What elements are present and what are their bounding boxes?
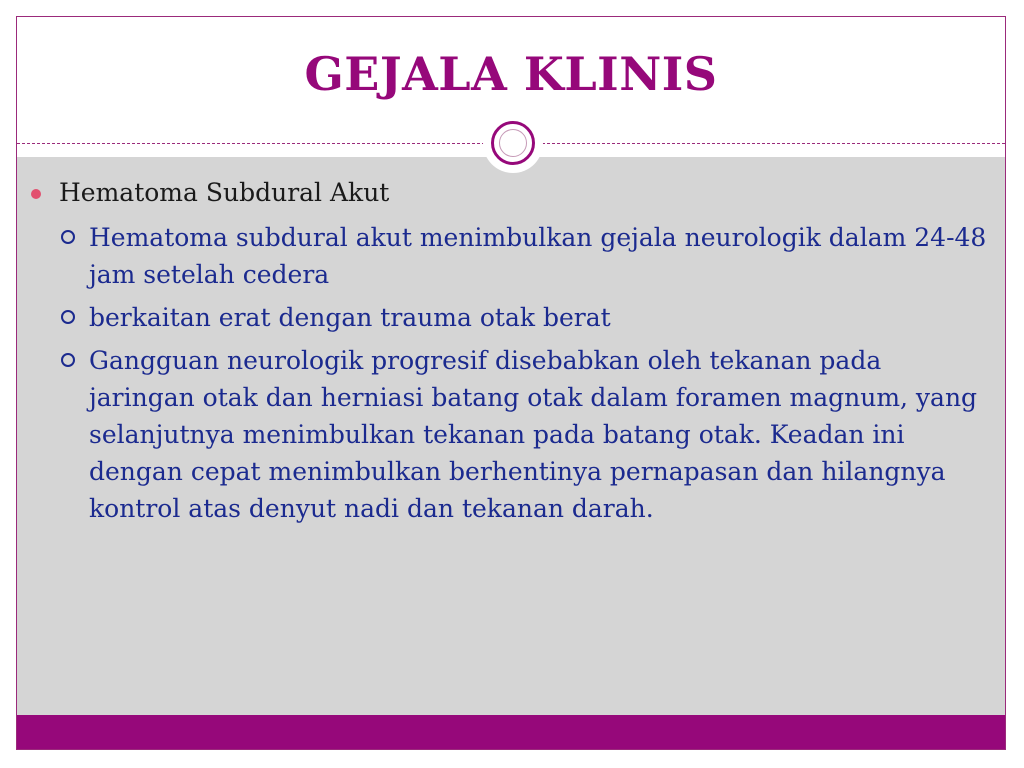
bullet-circle-icon	[61, 230, 75, 244]
sub-bullet-text: Gangguan neurologik progresif disebabkan oleh tekanan pada jaringan otak dan herniasi batang otak dalam foramen magnum, yang selanjutnya menimbulkan tekanan pada batang otak. Keadan ini dengan cepat menimbulkan berhentinya pernapasan dan hilangnya kontrol atas denyut nadi dan tekanan darah.	[89, 346, 978, 523]
ornament-ring	[491, 121, 535, 165]
slide-frame	[16, 16, 1006, 750]
bullet-dot-icon	[31, 189, 41, 199]
bullet-item	[29, 177, 989, 209]
bullet-circle-icon	[61, 310, 75, 324]
sub-bullet-item	[29, 299, 989, 336]
sub-bullet-text: Hematoma subdural akut menimbulkan gejala neurologik dalam 24-48 jam setelah cedera	[89, 223, 987, 289]
sub-bullet-item	[29, 342, 989, 527]
ornament-inner-ring	[499, 129, 527, 157]
bottom-bar	[17, 715, 1005, 750]
sub-bullet-text: berkaitan erat dengan trauma otak berat	[89, 303, 611, 332]
bullet-list	[29, 177, 989, 533]
sub-bullet-item	[29, 219, 989, 293]
slide-title: GEJALA KLINIS	[304, 47, 718, 101]
circle-ornament-icon	[483, 113, 543, 173]
bullet-text: Hematoma Subdural Akut	[59, 178, 390, 207]
bullet-circle-icon	[61, 353, 75, 367]
